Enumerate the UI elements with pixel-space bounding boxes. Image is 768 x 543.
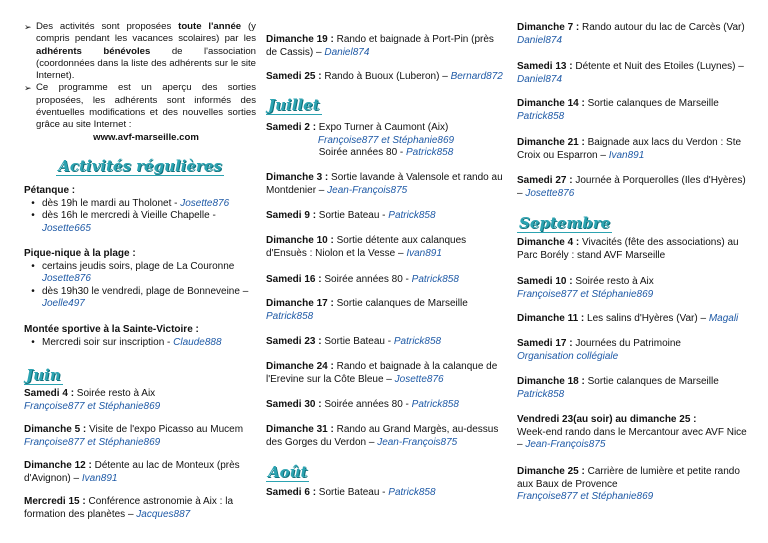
event-text: Soirée années 80 - <box>321 399 412 410</box>
intro-bold: toute l'année <box>178 21 242 32</box>
member-name: Bernard872 <box>450 71 503 82</box>
member-name: Daniel874 <box>517 34 563 46</box>
event-item <box>266 210 506 223</box>
event-item <box>266 122 506 160</box>
event-text: Rando et baignade à Port-Pin (près de Cassis) – <box>266 34 494 58</box>
event-item <box>517 175 751 200</box>
member-name: Patrick858 <box>411 399 459 410</box>
item-text: dès 19h30 le vendredi, plage de Bonneveine – <box>42 285 249 297</box>
event-item <box>517 338 751 363</box>
member-name: Patrick858 <box>266 310 314 322</box>
intro-item-1 <box>24 21 256 82</box>
bullet-icon: • <box>31 210 35 221</box>
event-text: Sortie calanques de Marseille <box>584 98 719 109</box>
section-title: Pique-nique à la plage : <box>24 248 136 259</box>
event-date: Samedi 9 : <box>266 210 317 221</box>
event-text: Rando au Grand Margès, au-dessus des Gorges du Verdon – <box>266 424 499 448</box>
event-date: Dimanche 10 : <box>266 235 334 246</box>
event-date: Dimanche 3 : <box>266 172 329 183</box>
member-name: Josette876 <box>42 273 91 284</box>
event-text: Rando et baignade à la calanque de l'Erevine sur la Côte Bleue – <box>266 361 498 385</box>
member-name: Patrick858 <box>388 210 436 221</box>
event-text: Rando à Buoux (Luberon) – <box>321 71 451 82</box>
event-date: Dimanche 4 : <box>517 237 580 248</box>
piquenique-section <box>24 248 256 311</box>
event-item <box>517 22 751 47</box>
bullet-icon: • <box>31 285 35 297</box>
member-name: Magali <box>708 313 739 324</box>
event-text: Journées du Patrimoine <box>572 338 681 349</box>
member-name: Daniel874 <box>517 73 563 85</box>
member-name: Jean-François875 <box>327 184 408 196</box>
list-item <box>24 337 256 350</box>
event-date: Samedi 30 : <box>266 399 322 410</box>
event-date: Samedi 10 : <box>517 276 573 287</box>
event-text: Sortie détente aux calanques d'Ensuès : Niolon et la Vesse – <box>266 235 467 259</box>
event-date: Dimanche 17 : <box>266 298 334 309</box>
bullet-icon: • <box>31 336 35 348</box>
member-name: Josette876 <box>525 187 575 199</box>
event-date: Mercredi 15 : <box>24 496 86 507</box>
member-name: Josette665 <box>42 222 91 234</box>
section-title: Pétanque : <box>24 185 76 196</box>
event-item <box>266 172 506 197</box>
website-link[interactable]: www.avf-marseille.com <box>93 131 199 143</box>
member-name: Patrick858 <box>411 274 459 285</box>
member-name: Josette876 <box>394 373 444 385</box>
list-item <box>24 261 256 286</box>
event-item <box>266 298 506 323</box>
heading-aout: Août <box>268 463 308 481</box>
event-text: Soirée années 80 - <box>318 147 407 158</box>
member-name: Organisation collégiale <box>517 350 619 362</box>
event-date: Dimanche 7 : <box>517 22 580 33</box>
event-item <box>517 414 751 452</box>
heading-septembre: Septembre <box>519 214 611 232</box>
intro-text: Des activités sont proposées <box>36 21 179 32</box>
event-text: Sortie Bateau - <box>316 210 389 221</box>
member-name: Daniel874 <box>324 46 370 58</box>
event-item <box>266 274 506 287</box>
event-text: Week-end rando dans le Mercantour avec AVF Nice – <box>517 426 747 450</box>
event-date: Samedi 2 : <box>266 122 317 133</box>
intro-text: de l'association (coordonnées dans la liste des adhérents sur le site Internet). <box>36 45 256 82</box>
member-name: Patrick858 <box>517 388 565 400</box>
event-text: Baignade aux lacs du Verdon : Ste Croix ou Esparron – <box>517 137 742 161</box>
event-item <box>517 137 751 162</box>
event-text: Soirée resto à Aix <box>572 276 654 287</box>
event-item <box>24 388 256 413</box>
member-name: Françoise877 et Stéphanie869 <box>517 491 654 502</box>
event-text: Sortie calanques de Marseille <box>584 376 719 387</box>
event-item <box>517 466 751 504</box>
item-text: certains jeudis soirs, plage de La Couronne <box>42 260 235 272</box>
event-text: Les salins d'Hyères (Var) – <box>584 313 709 324</box>
arrow-bullet-icon: ➢ <box>24 22 32 32</box>
heading-regular-activities: Activités régulières <box>58 157 222 175</box>
event-item <box>24 460 256 485</box>
event-date: Dimanche 11 : <box>517 313 585 324</box>
member-name: Patrick858 <box>517 110 565 122</box>
event-item <box>266 361 506 386</box>
event-date: Samedi 13 : <box>517 61 573 72</box>
member-name: Jean-François875 <box>525 439 606 450</box>
event-date: Dimanche 31 : <box>266 424 334 435</box>
event-item <box>266 487 506 500</box>
event-item <box>517 376 751 401</box>
event-item <box>517 313 751 326</box>
member-name: Ivan891 <box>406 247 442 259</box>
event-item <box>517 98 751 123</box>
montee-section <box>24 324 256 349</box>
event-text: Sortie Bateau - <box>321 336 394 347</box>
event-date: Dimanche 19 : <box>266 34 334 45</box>
member-name: Patrick858 <box>406 147 454 158</box>
list-item <box>24 198 256 211</box>
event-date: Dimanche 14 : <box>517 98 585 109</box>
heading-juin: Juin <box>26 366 61 384</box>
section-title: Montée sportive à la Sainte-Victoire : <box>24 324 199 335</box>
event-text: Rando autour du lac de Carcès (Var) <box>579 22 745 33</box>
event-text: Expo Turner à Caumont (Aix) <box>316 122 449 133</box>
event-date: Dimanche 5 : <box>24 424 87 435</box>
event-date: Dimanche 12 : <box>24 460 92 471</box>
event-text: Carrière de lumière et petite rando aux Baux de Provence <box>517 466 740 490</box>
event-text: Visite de l'expo Picasso au Mucem <box>86 424 244 435</box>
member-name: Jacques887 <box>136 508 191 520</box>
event-date: Dimanche 25 : <box>517 466 585 477</box>
member-name: Joelle497 <box>42 298 85 309</box>
petanque-section <box>24 185 256 235</box>
event-text: Journée à Porquerolles (Iles d'Hyères) – <box>517 175 746 199</box>
event-text: Détente et Nuit des Etoiles (Luynes) – <box>572 61 744 72</box>
member-name: Françoise877 et Stéphanie869 <box>24 400 161 412</box>
member-name: Françoise877 et Stéphanie869 <box>317 134 455 146</box>
intro-text: (y compris pendant les vacances scolaires) par les <box>36 21 256 45</box>
bullet-icon: • <box>31 260 35 272</box>
heading-juillet: Juillet <box>268 96 320 114</box>
intro-bold: adhérents bénévoles <box>36 45 151 57</box>
member-name: Patrick858 <box>388 487 436 498</box>
member-name: Jean-François875 <box>377 436 458 448</box>
event-text: Vivacités (fête des associations) au Parc Borély : stand AVF Marseille <box>517 237 739 261</box>
event-text: Soirée années 80 - <box>321 274 412 285</box>
event-date: Dimanche 24 : <box>266 361 334 372</box>
member-name: Ivan891 <box>81 472 118 484</box>
intro-item-2 <box>24 82 256 131</box>
event-item <box>266 235 506 260</box>
event-item <box>266 71 506 84</box>
event-text: Sortie lavande à Valensole et rando au Montdenier – <box>266 172 503 196</box>
item-text: Mercredi soir sur inscription - <box>42 336 174 348</box>
bullet-icon: • <box>31 197 35 209</box>
event-date: Samedi 25 : <box>266 71 322 82</box>
event-text: Conférence astronomie à Aix : la formation des planètes – <box>24 496 234 520</box>
event-text: Sortie Bateau - <box>316 487 389 498</box>
member-name: Patrick858 <box>393 336 442 347</box>
event-date: Samedi 16 : <box>266 274 322 285</box>
event-text: Détente au lac de Monteux (près d'Avignon) – <box>24 460 240 484</box>
intro-block <box>24 21 256 144</box>
event-date: Samedi 6 : <box>266 487 317 498</box>
event-item <box>266 424 506 449</box>
item-text: dès 16h le mercredi à Vieille Chapelle - <box>42 210 216 221</box>
event-date: Samedi 27 : <box>517 175 573 186</box>
member-name: Françoise877 et Stéphanie869 <box>24 436 161 448</box>
event-text: Sortie calanques de Marseille <box>333 298 468 309</box>
event-item <box>517 61 751 86</box>
list-item <box>24 210 256 235</box>
event-date: Dimanche 18 : <box>517 376 585 387</box>
event-item <box>517 276 751 301</box>
event-text: Soirée resto à Aix <box>74 388 156 399</box>
arrow-bullet-icon: ➢ <box>24 83 32 94</box>
member-name: Françoise877 et Stéphanie869 <box>517 288 654 300</box>
event-item <box>266 399 506 412</box>
event-item <box>24 424 256 449</box>
event-item <box>24 496 256 521</box>
event-date: Samedi 23 : <box>266 336 322 347</box>
member-name: Josette876 <box>180 197 230 209</box>
intro-text: Ce programme est un aperçu des sorties proposées, les adhérents sont informés des éventuelles modifications et des nouvelles sorties grâce au site Internet : <box>36 82 256 131</box>
event-item <box>266 34 506 59</box>
member-name: Claude888 <box>173 336 222 348</box>
event-item <box>266 336 506 349</box>
event-date: Dimanche 21 : <box>517 137 585 148</box>
item-text: dès 19h le mardi au Tholonet - <box>42 197 181 209</box>
list-item <box>24 286 256 311</box>
event-item <box>517 237 751 262</box>
event-date: Vendredi 23(au soir) au dimanche 25 : <box>517 414 697 425</box>
event-date: Samedi 17 : <box>517 338 573 349</box>
member-name: Ivan891 <box>608 149 645 161</box>
event-date: Samedi 4 : <box>24 388 75 399</box>
